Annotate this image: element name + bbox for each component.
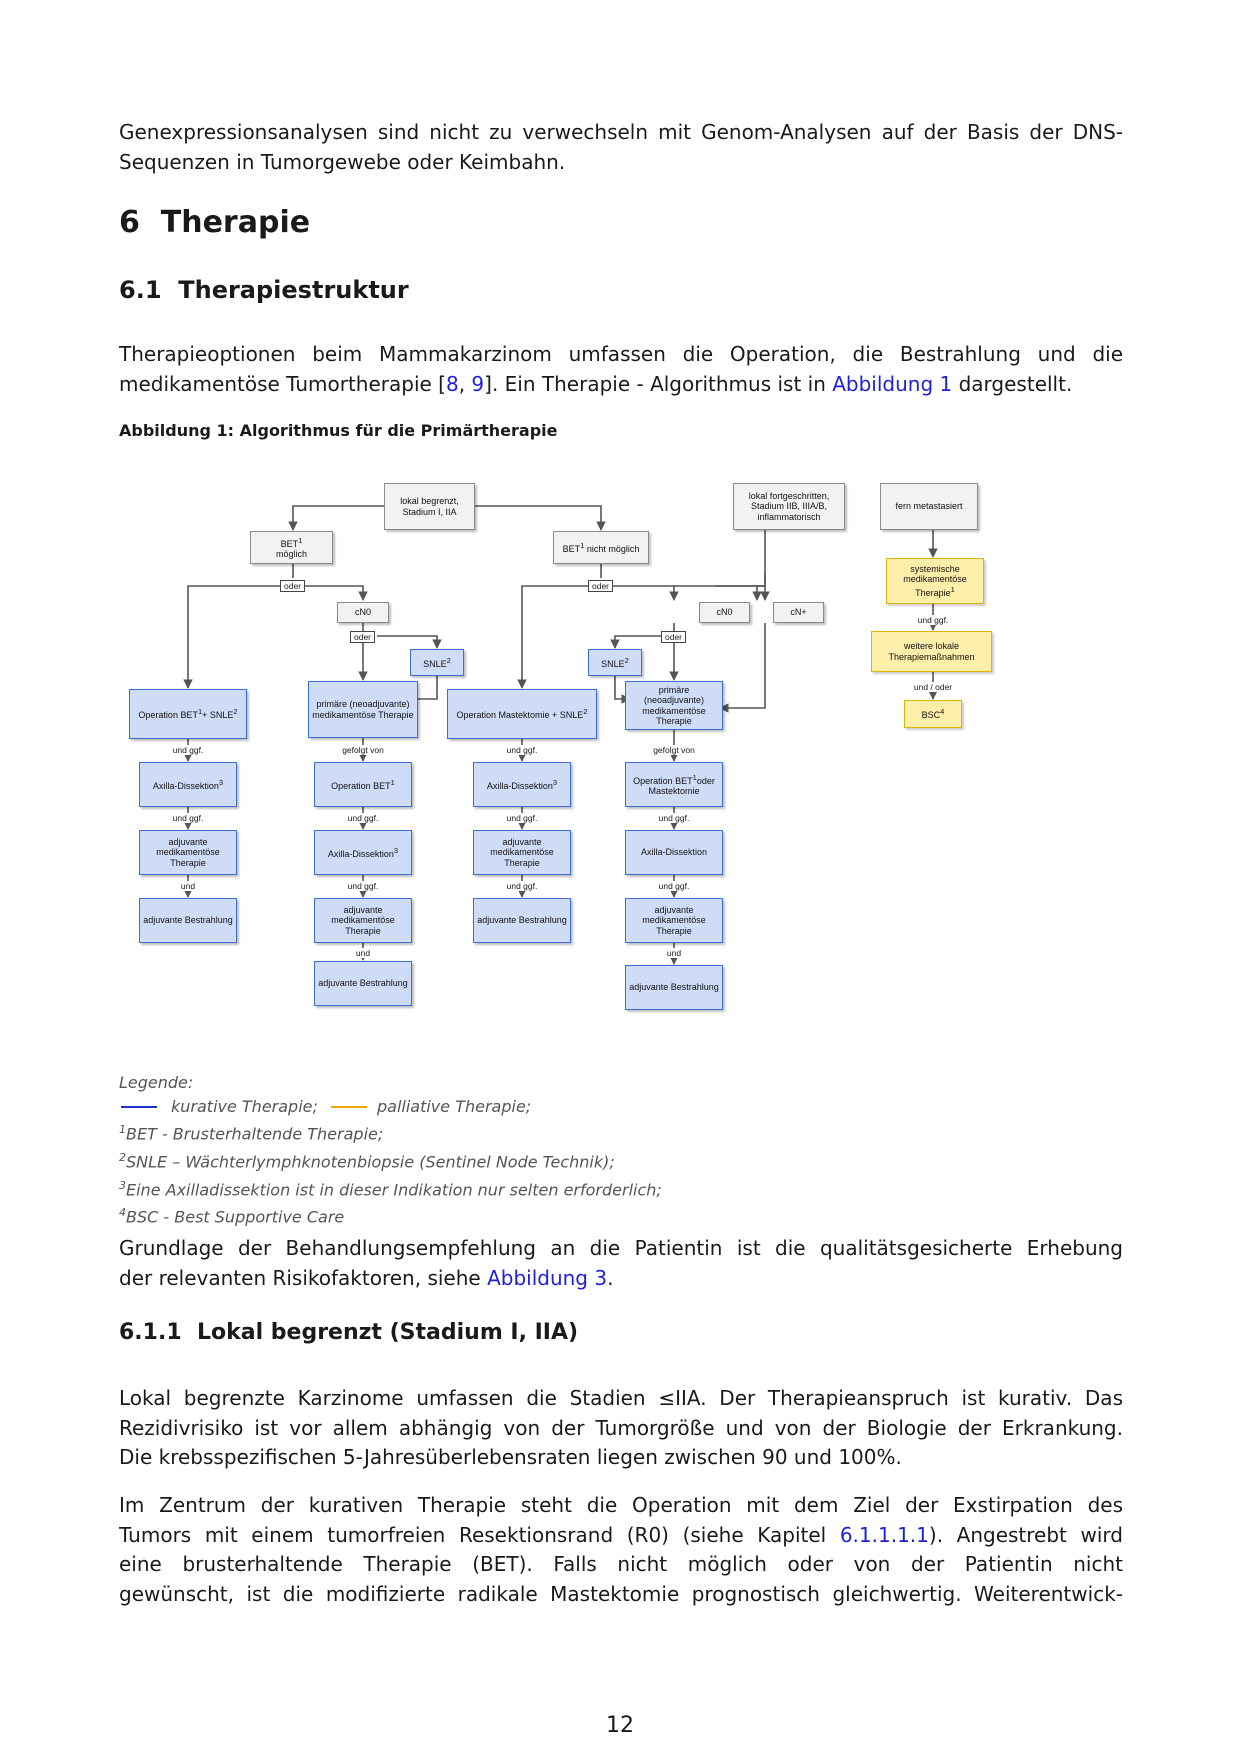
page-number: 12 xyxy=(606,1713,634,1738)
node-bsc xyxy=(904,700,962,728)
node-axilla-dissektion xyxy=(473,762,571,807)
footnote-mark: 1 xyxy=(950,584,955,594)
section-number: 6.1.1 xyxy=(119,1320,182,1345)
figure-legend xyxy=(119,1071,662,1229)
legend-title: Legende: xyxy=(119,1073,194,1092)
node-text xyxy=(276,536,307,560)
node-adjuvante-bestrahlung: adjuvante Bestrahlung xyxy=(625,965,723,1010)
node-axilla-dissektion xyxy=(314,830,412,875)
para4-line-2 xyxy=(119,1521,1123,1551)
label-und: und xyxy=(355,948,371,958)
node-lokal-begrenzt: lokal begrenzt, Stadium I, IIA xyxy=(384,483,475,530)
node-adjuvante-bestrahlung: adjuvante Bestrahlung xyxy=(139,898,237,943)
legend-kurativ: kurative Therapie; xyxy=(171,1096,318,1116)
node-text xyxy=(331,778,395,792)
label-und-ggf: und ggf. xyxy=(506,813,538,823)
basis-paragraph xyxy=(119,1234,1123,1293)
kurativ-line-icon xyxy=(121,1106,157,1108)
label-und-ggf: und ggf. xyxy=(172,813,204,823)
node-adjuvante-bestrahlung: adjuvante Bestrahlung xyxy=(314,961,412,1006)
legend-palliativ: palliative Therapie; xyxy=(376,1096,532,1116)
text: BET - Brusterhaltende Therapie; xyxy=(126,1124,384,1144)
node-snle-right xyxy=(588,649,642,676)
label-und-oder: und / oder xyxy=(913,682,953,692)
text: . xyxy=(607,1265,614,1290)
footnote-mark: 2 xyxy=(119,1150,126,1164)
text: SNLE xyxy=(423,658,447,669)
para4-line-4: gewünscht, ist die modifizierte radikale Mastektomie prognostisch gleichwertig. Weiterentwick- xyxy=(119,1581,1123,1606)
node-lokal-fortgeschritten: lokal fortgeschritten, Stadium IIB, IIIA/B, inflammatorisch xyxy=(733,483,845,530)
node-cn0-left: cN0 xyxy=(337,602,389,623)
node-operation-mastektomie-snle xyxy=(447,689,597,739)
section-number: 6 xyxy=(119,205,140,240)
node-text xyxy=(922,707,945,721)
label-und: und xyxy=(180,881,196,891)
legend-note-3 xyxy=(119,1174,662,1202)
text: dargestellt. xyxy=(952,371,1073,396)
text: BET xyxy=(562,543,581,554)
figure-caption: Abbildung 1: Algorithmus für die Primärtherapie xyxy=(119,421,558,440)
text: SNLE xyxy=(601,658,625,669)
oder-connector-cn0-right: oder xyxy=(661,631,686,643)
node-text xyxy=(153,778,223,792)
node-adjuvante-medikamentoese: adjuvante medikamentöse Therapie xyxy=(625,898,723,943)
footnote-mark: 3 xyxy=(119,1178,126,1192)
therapy-options-paragraph xyxy=(119,340,1123,399)
footnote-mark: 1 xyxy=(580,540,585,550)
legend-note-2 xyxy=(119,1146,662,1174)
node-text xyxy=(563,541,640,555)
text: Operation Mastektomie + SNLE xyxy=(456,710,584,721)
label-und-ggf: und ggf. xyxy=(506,745,538,755)
footnote-mark: 4 xyxy=(940,707,945,717)
para1-line-2 xyxy=(119,370,1123,400)
chapter-link[interactable]: 6.1.1.1.1 xyxy=(839,1522,929,1547)
node-bet-nicht-moeglich xyxy=(553,531,649,564)
footnote-mark: 2 xyxy=(624,655,629,665)
node-adjuvante-medikamentoese: adjuvante medikamentöse Therapie xyxy=(314,898,412,943)
para2-line-2 xyxy=(119,1264,1123,1294)
section-heading-6-1 xyxy=(119,276,409,304)
node-text xyxy=(138,707,237,721)
text: nicht möglich xyxy=(586,543,640,554)
label-gefolgt-von: gefolgt von xyxy=(342,745,384,755)
node-adjuvante-medikamentoese: adjuvante medikamentöse Therapie xyxy=(473,830,571,875)
node-axilla-dissektion-right: Axilla-Dissektion xyxy=(625,830,723,875)
text: Axilla-Dissektion xyxy=(486,780,553,791)
footnote-mark: 2 xyxy=(233,707,238,717)
text: ]. Ein Therapie - Algorithmus ist in xyxy=(484,371,833,396)
text: BET xyxy=(280,538,299,549)
node-primaere-therapie-right: primäre (neoadjuvante) medikamentöse Therapie xyxy=(625,681,723,730)
node-weitere-lokale-massnahmen: weitere lokale Therapiemaßnahmen xyxy=(871,631,992,672)
text: oder Mastektomie xyxy=(648,775,715,796)
text: + SNLE xyxy=(202,710,234,721)
text: Operation BET xyxy=(138,710,198,721)
para3-line-1: Lokal begrenzte Karzinome umfassen die Stadien ≤IIA. Der Therapieanspruch ist kurativ. Das xyxy=(119,1386,1123,1410)
node-cn0-right: cN0 xyxy=(699,602,750,623)
local-paragraph xyxy=(119,1384,1123,1473)
label-und-ggf: und ggf. xyxy=(506,881,538,891)
text: der relevanten Risikofaktoren, siehe xyxy=(119,1265,488,1290)
footnote-mark: 3 xyxy=(393,845,399,855)
node-text xyxy=(423,656,451,670)
footnote-mark: 3 xyxy=(218,777,224,787)
text: ). Angestrebt wird xyxy=(928,1522,1123,1547)
legend-note-4 xyxy=(119,1201,662,1229)
text: Eine Axilladissektion ist in dieser Indikation nur selten erforderlich; xyxy=(126,1179,662,1199)
para3-line-2: Rezidivrisiko ist vor allem abhängig von der Tumorgröße und von der Biologie der Erkrankung. xyxy=(119,1415,1123,1440)
legend-therapy-types xyxy=(119,1095,662,1119)
para3-line-3: Die krebsspezifischen 5-Jahresüberlebensraten liegen zwischen 90 und 100%. xyxy=(119,1445,902,1469)
node-adjuvante-bestrahlung: adjuvante Bestrahlung xyxy=(473,898,571,943)
footnote-mark: 2 xyxy=(583,707,588,717)
node-cnplus: cN+ xyxy=(773,602,824,623)
para2-line-1: Grundlage der Behandlungsempfehlung an die Patientin ist die qualitätsgesicherte Erhebung xyxy=(119,1236,1123,1260)
text: , xyxy=(458,371,472,396)
section-title: Lokal begrenzt (Stadium I, IIA) xyxy=(196,1320,579,1345)
footnote-mark: 1 xyxy=(390,777,395,787)
footnote-mark: 1 xyxy=(298,535,303,545)
text: BSC xyxy=(921,710,941,721)
footnote-mark: 3 xyxy=(552,777,558,787)
figure-3-link[interactable]: Abbildung 3 xyxy=(487,1265,608,1290)
label-gefolgt-von: gefolgt von xyxy=(653,745,695,755)
label-und-ggf: und ggf. xyxy=(347,813,379,823)
footnote-mark: 4 xyxy=(119,1206,126,1220)
label-und-ggf: und ggf. xyxy=(658,881,690,891)
oder-connector-left: oder xyxy=(280,580,305,592)
footnote-mark: 1 xyxy=(692,772,697,782)
node-text xyxy=(601,656,629,670)
node-operation-bet-snle xyxy=(129,689,247,739)
node-text xyxy=(328,846,398,860)
label-und-ggf: und ggf. xyxy=(347,881,379,891)
therapy-algorithm-flowchart xyxy=(137,474,1005,1044)
palliativ-line-icon xyxy=(331,1106,367,1108)
node-systemische-therapie xyxy=(886,558,984,604)
node-text xyxy=(457,707,588,721)
node-adjuvante-medikamentoese: adjuvante medikamentöse Therapie xyxy=(139,830,237,875)
para1-line-1: Therapieoptionen beim Mammakarzinom umfassen die Operation, die Bestrahlung und die xyxy=(119,342,1123,366)
text: medikamentöse Tumortherapie [ xyxy=(119,371,446,396)
text: SNLE – Wächterlymphknotenbiopsie (Sentinel Node Technik); xyxy=(126,1152,615,1172)
section-heading-6-1-1 xyxy=(119,1320,578,1345)
text: systemische medikamentöse Therapie xyxy=(903,563,967,598)
text: Operation BET xyxy=(633,775,693,786)
text: Operation BET xyxy=(331,780,391,791)
curative-paragraph xyxy=(119,1491,1123,1609)
oder-connector-cn0-left: oder xyxy=(350,631,375,643)
label-und-ggf: und ggf. xyxy=(172,745,204,755)
node-operation-bet-oder-mastektomie xyxy=(625,762,723,807)
node-primaere-therapie-left: primäre (neoadjuvante) medikamentöse Therapie xyxy=(308,681,418,738)
node-snle-left xyxy=(410,649,464,676)
node-fern-metastasiert: fern metastasiert xyxy=(880,483,978,530)
oder-connector-right: oder xyxy=(588,580,613,592)
text: möglich xyxy=(275,549,307,559)
label-und-ggf: und ggf. xyxy=(917,615,949,625)
ref-9-link[interactable]: 9 xyxy=(471,371,485,396)
para4-line-3: eine brusterhaltende Therapie (BET). Falls nicht möglich oder von der Patientin nicht xyxy=(119,1552,1123,1576)
section-title: Therapiestruktur xyxy=(178,276,409,304)
intro-paragraph xyxy=(119,118,1123,177)
figure-1-link[interactable]: Abbildung 1 xyxy=(832,371,953,396)
para4-line-1: Im Zentrum der kurativen Therapie steht die Operation mit dem Ziel der Exstirpation des xyxy=(119,1493,1123,1517)
node-text xyxy=(487,778,557,792)
footnote-mark: 1 xyxy=(197,707,203,717)
node-text xyxy=(889,564,981,599)
node-bet-moeglich xyxy=(250,531,333,564)
intro-line-1: Genexpressionsanalysen sind nicht zu verwechseln mit Genom-Analysen auf der Basis der DNS- xyxy=(119,120,1123,144)
section-number: 6.1 xyxy=(119,276,162,304)
section-title: Therapie xyxy=(160,205,311,240)
text: Tumors mit einem tumorfreien Resektionsrand (R0) (siehe Kapitel xyxy=(119,1522,840,1547)
node-text xyxy=(628,773,720,797)
text: BSC - Best Supportive Care xyxy=(126,1207,345,1227)
ref-8-link[interactable]: 8 xyxy=(445,371,459,396)
footnote-mark: 1 xyxy=(119,1123,126,1136)
node-operation-bet xyxy=(314,762,412,807)
label-und: und xyxy=(666,948,682,958)
label-und-ggf: und ggf. xyxy=(658,813,690,823)
intro-line-2: Sequenzen in Tumorgewebe oder Keimbahn. xyxy=(119,149,566,174)
legend-note-1 xyxy=(119,1118,662,1146)
section-heading-6 xyxy=(119,205,310,240)
text: Axilla-Dissektion xyxy=(327,848,394,859)
text: Axilla-Dissektion xyxy=(152,780,219,791)
node-axilla-dissektion xyxy=(139,762,237,807)
footnote-mark: 2 xyxy=(446,655,451,665)
